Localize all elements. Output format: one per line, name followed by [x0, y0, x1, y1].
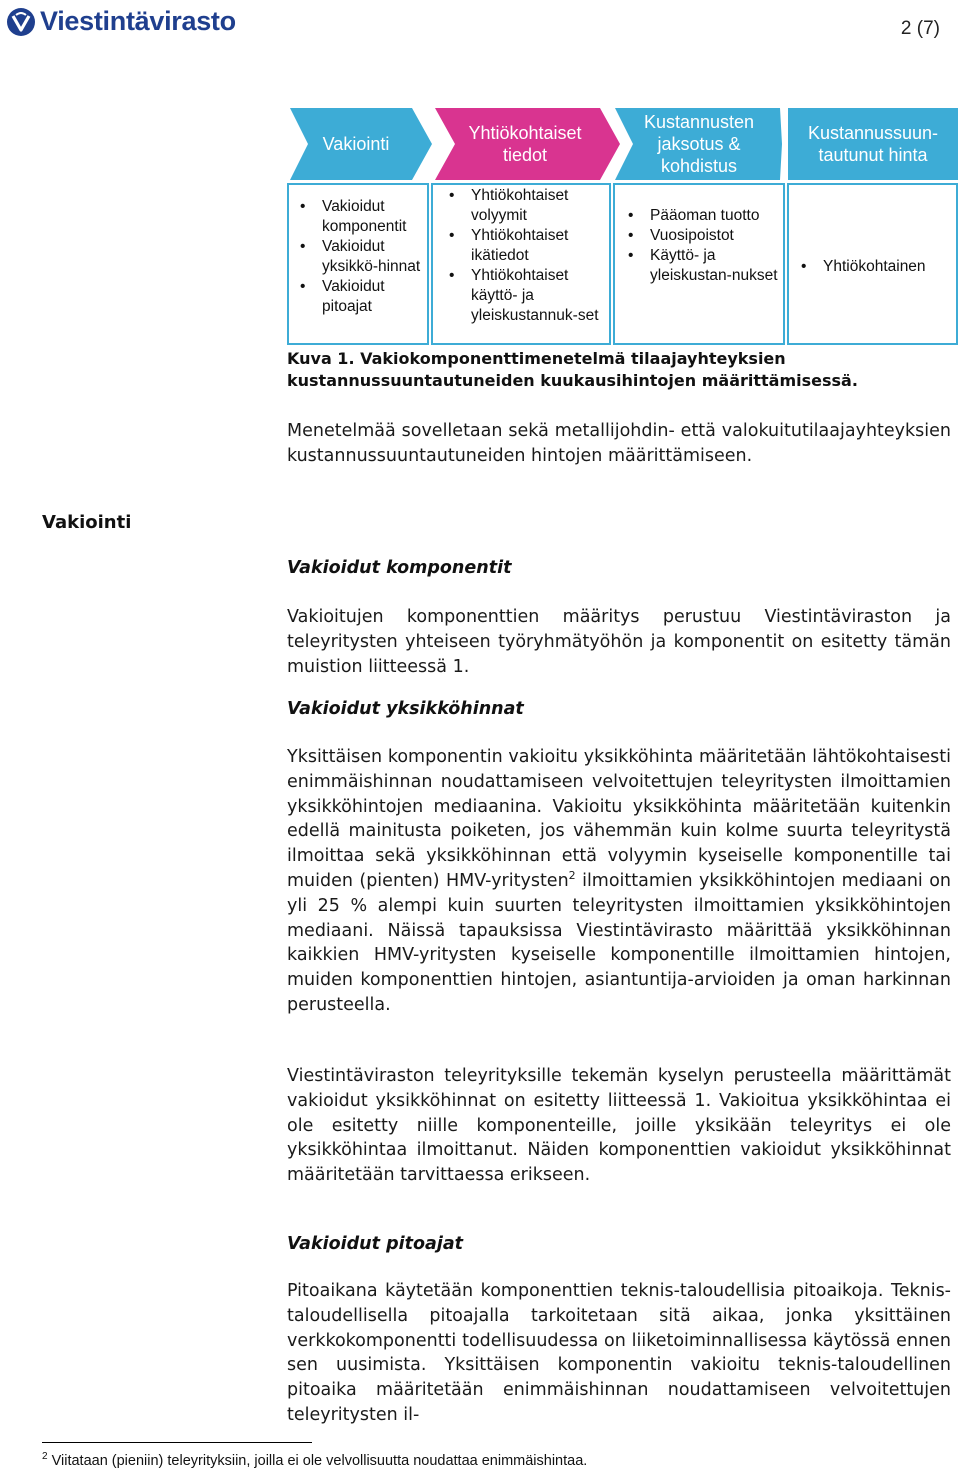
figure-caption: Kuva 1. Vakiokomponenttimenetelmä tilaajayhteyksien kustannussuuntautuneiden kuukausihintojen määrittämisessä. — [287, 349, 858, 390]
chevron-label-yhtiokohtaiset: Yhtiökohtaiset tiedot — [468, 123, 582, 165]
logo-text: Viestintävirasto — [40, 6, 236, 36]
intro-paragraph: Menetelmää sovelletaan sekä metallijohdin- että valokuitutilaajayhteyksien kustannussuuntautuneiden hintojen määrittämiseen. — [287, 421, 951, 466]
unit-prices-paragraph-2: Viestintäviraston teleyrityksille tekemän kyselyn perusteella määrittämät vakioidut yksikköhinnat on esitetty liitteessä 1. Vakioitua yksikköhintaa ei ole esitetty niille komponenteille, joille yksikään teleyritys ei ole yksikköhintaa ilmoittanut. Näiden komponenttien vakioidut yksikköhinnat määritetään tarvittaessa erikseen. — [287, 1066, 951, 1186]
footnote-text: Viitataan (pieniin) teleyrityksiin, joilla ei ole velvollisuutta noudattaa enimmäishintaa. — [51, 1453, 588, 1469]
chevron-label-vakiointi: Vakiointi — [322, 134, 390, 154]
box-hinta — [787, 183, 958, 345]
footnote-number: 2 — [42, 1451, 48, 1463]
list-item: • Pääoman tuotto — [650, 206, 780, 226]
section-heading-components: Vakioidut komponentit — [287, 558, 512, 578]
chevron-label-hinta: Kustannussuun-tautunut hinta — [807, 123, 939, 165]
section-heading-unit-prices: Vakioidut yksikköhinnat — [287, 699, 524, 719]
box-yhtiokohtaiset — [431, 183, 611, 345]
list-item: • Vakioidut komponentit — [322, 197, 427, 237]
footnote-divider — [42, 1442, 312, 1443]
box-kustannusten — [613, 183, 785, 345]
unit-prices-paragraph — [287, 745, 951, 1018]
list-item: • Yhtiökohtaiset volyymit — [471, 186, 607, 226]
list-item: • Vuosipoistot — [650, 226, 780, 246]
components-paragraph: Vakioitujen komponenttien määritys perustuu Viestintäviraston ja teleyritysten yhteiseen työryhmätyöhön ja komponentit on esitetty tämän muistion liitteessä 1. — [287, 607, 951, 677]
list-item: • Yhtiökohtaiset ikätiedot — [471, 226, 607, 266]
side-heading: Vakiointi — [42, 512, 132, 533]
footnote — [42, 1453, 587, 1469]
chevron-label-kustannusten: Kustannusten jaksotus & kohdistus — [643, 112, 755, 176]
list-item: • Vakioidut pitoajat — [322, 277, 427, 317]
section-heading-lifetimes: Vakioidut pitoajat — [287, 1234, 463, 1254]
footnote-ref: 2 — [568, 869, 576, 883]
lifetimes-paragraph: Pitoaikana käytetään komponenttien teknis-taloudellisia pitoaikoja. Teknis-taloudellisella pitoajalla tarkoitetaan sitä aikaa, jonka yksittäinen verkkokomponentti todellisuudessa on liiketoiminnallisessa käytössä ennen sen uusimista. Yksittäisen komponentin vakioitu teknis-taloudellinen pitoaika määritetään enimmäishinnan noudattamiseen velvoitettujen teleyritysten il- — [287, 1281, 951, 1425]
unit-prices-text-a: Yksittäisen komponentin vakioitu yksikköhinta määritetään lähtökohtaisesti enimmäishinnan noudattamiseen velvoitettujen teleyritysten ilmoittamien yksikköhintojen mediaanina. Vakioitu yksikköhinta määritetään kuitenkin edellä mainitusta poiketen, jos vähemmän kuin kolme suurta teleyritystä ilmoittaa sekä yksikköhinnan että volyymin kyseiselle komponentille tai muiden (pienten) HMV-yritysten — [287, 747, 951, 891]
list-item: • Yhtiökohtainen — [823, 257, 958, 277]
page-number: 2 (7) — [900, 18, 940, 39]
box-vakiointi — [287, 183, 429, 345]
list-item: • Vakioidut yksikkö-hinnat — [322, 237, 427, 277]
unit-prices-text-b: ilmoittamien yksikköhintojen mediaani on yli 25 % alempi kuin suurten teleyritysten ilmoittamien yksikköhintojen mediaani. Näissä tapauksissa Viestintävirasto määrittää yksikköhinnan kaikkien HMV-yritysten kyseiselle komponentille ilmoittamien hintojen, muiden komponenttien hintojen, asiantuntija-arvioiden ja oman harkinnan perusteella. — [287, 870, 951, 1015]
list-item: • Käyttö- ja yleiskustan-nukset — [650, 246, 780, 286]
list-item: • Yhtiökohtaiset käyttö- ja yleiskustannuk-set — [471, 266, 607, 326]
